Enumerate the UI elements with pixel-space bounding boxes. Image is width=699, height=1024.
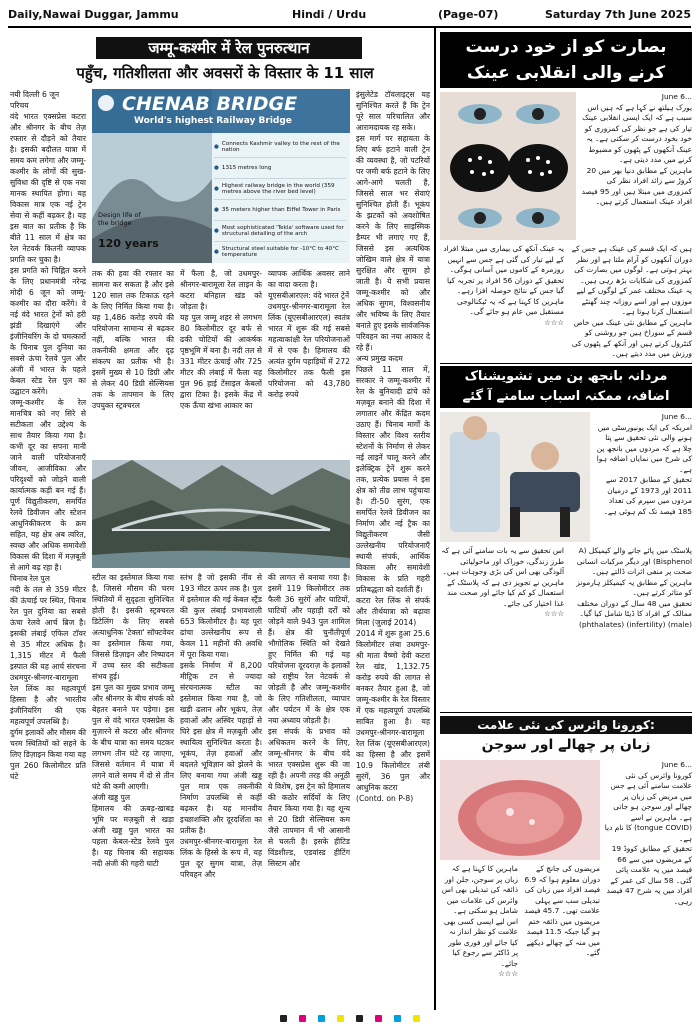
fact-list xyxy=(214,137,346,262)
headline: पहुँच, गतिशीलता और अवसरों के विस्तार के 11 साल xyxy=(76,64,374,82)
fact-item: ● Connects Kashmir valley to the rest of the nation xyxy=(214,137,346,158)
registration-mark xyxy=(280,1015,287,1022)
article-column-3: में फैला है, जो उधमपुर-श्रीनगर-बारामूला रेल लाइन के कटरा बनिहाल खंड को जोड़ता है। यह पुल जम्मू शहर से लगभग 80 किलोमीटर दूर बर्फ से ढकी चोटियों की आकर्षक पृष्ठभूमि में बना है। नदी तल से 331 मीटर ऊंचाई और 725 मीटर की लंबाई में फैला यह पुल 96 हाई टेंसाइल केबलों द्वारा टिका है। इसके केंद्र में एक ऊँचा खंभा आकार का xyxy=(180,269,262,410)
tongue-photo xyxy=(440,760,600,860)
page-number: (Page-07) xyxy=(438,8,499,21)
urdu-headline-covid: کورونا وائرس کی نئی علامت: زبان پر چھالے اور سوجن xyxy=(440,716,692,756)
tongue-art xyxy=(440,760,600,860)
urdu-divider xyxy=(440,363,692,364)
registration-mark xyxy=(337,1015,344,1022)
fact-item: ● Most sophisticated 'Tekla' software used for structural detailing of the arch xyxy=(214,221,346,242)
eyeglasses-art xyxy=(440,92,576,240)
urdu-article-3-bottom: ماہرین کا کہنا ہے کہ زبان پر سوجن، جلن اور ذائقہ کی تبدیلی بھی اس وائرس کی علامات میں شامل ہو سکتی ہے۔ اس لیے ایسی کسی بھی علامت کو نظر انداز نہ کیا جائے اور فوری طور پر ڈاکٹر سے رجوع کیا جائے۔ ☆☆☆ xyxy=(441,864,518,978)
masthead xyxy=(8,6,691,28)
issue-date: Saturday 7th June 2025 xyxy=(544,8,691,21)
urdu-article-1-right: ہیں کہ ایک قسم کی عینک ہے جس کے دوران آنکھوں کو آرام ملتا ہے اور نظر بہتر ہوتی ہے۔ لوگوں میں بصارت کی کمزوری کی شکایات بڑھ رہی ہیں۔ یہ عینک مختلف عمر کے لوگوں کے لیے موزوں ہے اور اسے روزانہ چند گھنٹے استعمال کرنا ہوتا ہے۔ ماہرین کے مطابق نئی عینک میں خاص قسم کے سوراخ ہیں جو روشنی کو کنٹرول کرتے ہیں اور آنکھ کے پٹھوں کی ورزش میں مدد دیتے ہیں۔ xyxy=(571,244,692,358)
fact-item: ● Highest railway bridge in the world (359 metres above the river bed level) xyxy=(214,179,346,200)
design-life-years: 120 years xyxy=(98,237,159,250)
urdu-article-2-left: پلاسٹک میں پائے جانے والے کیمیکل (A Bisphenol) اور دیگر مرکبات انسانی صحت پر منفی اثرات ڈالتے ہیں۔ ماہرین کے مطابق یہ کیمیکلز ہارمونز کو متاثر کرتے ہیں۔ تحقیق میں 48 سال کے دوران مختلف ممالک کے افراد کا ڈیٹا شامل کیا گیا۔ (male) (infertility) (phthalates) xyxy=(576,546,692,629)
urdu-headline-eyeglasses: بصارت کو از خود درست کرنے والی انقلابی عینک xyxy=(440,32,692,88)
infertility-art xyxy=(440,412,590,542)
section-banner xyxy=(96,37,362,59)
fact-icon: ● xyxy=(214,185,219,192)
fact-icon: ● xyxy=(214,227,219,234)
eyeglasses-photo xyxy=(440,92,576,240)
urdu-article-3-left: مریضوں کی جانچ کے دوران معلوم ہوا کہ 6.9 فیصد افراد میں زبان کی تبدیلی سب سے پہلی علامت تھی۔ 45.7 فیصد مریضوں میں ذائقہ ختم ہو گیا جبکہ 11.5 فیصد میں منہ کے چھالے دیکھے گئے۔ xyxy=(522,864,600,957)
registration-mark xyxy=(375,1015,382,1022)
article-column-1: नयी दिल्ली 6 जून परिचय वंदे भारत एक्सप्रेस कटरा और श्रीनगर के बीच तेज़ रफ्तार से दौड़ने को तैयार है। इसकी बदौलत यात्रा में समय कम लगेगा और जम्मू-कश्मीर के लोगों की सुख-सुविधा की दृष्टि से एक नया मानक स्थापित होगा। यह विकास मात्र एक नई ट्रेन सेवा से कहीं बढ़कर है। यह इस बात का प्रतीक है कि बीते 11 साल में क्षेत्र का रेल नेटवर्क कितनी व्यापक प्रगति कर चुका है। इस प्रगति को चिह्नित करने के लिए प्रधानमंत्री नरेन्द्र मोदी 6 जून को जम्मू-कश्मीर का दौरा करेंगे। वे नई वंदे भारत ट्रेनों को हरी झंडी दिखाएंगे और इंजीनियरिंग के दो चमत्कारों के चिनाब पुल दुनिया का सबसे ऊंचा रेलवे पुल और अंजी में भारत के पहले केबल स्टेड रेल पुल का उद्घाटन करेंगे। जम्मू-कश्मीर के रेल मानचित्र को नए सिरे से सटीकता और उद्देश्य के साथ तैयार किया गया है। कभी दूर का सपना मानी जाने वाली परियोजनाएँ जीवन, आजीविका और परिदृश्यों को जोड़ने वाली कार्यात्मक कड़ी बन गई हैं। पूर्ण विद्युतीकरण, समर्पित रेलवे डिवीजन और स्टेशन आधुनिकीकरण के क्रम सहित, यह क्षेत्र अब त्वरित, स्वच्छ और अधिक समावेशी विकास की दिशा में मज़बूती से आगे बढ़ रहा है। चिनाब रेल पुल नदी के तल से 359 मीटर की ऊंचाई पर स्थित, चिनाब रेल पुल दुनिया का सबसे ऊंचा रेलवे आर्च ब्रिज है। इसकी लंबाई एफिल टॉवर से 35 मीटर अधिक है। 1,315 मीटर में फैली इस्पात की यह आर्च संरचना उधमपुर-श्रीनगर-बारामूला रेल लिंक का महत्वपूर्ण हिस्सा है और भारतीय इंजीनियरिंग की एक महत्वपूर्ण उपलब्धि है। दुर्गम इलाकों और मौसम की चरम स्थितियों को सहने के लिए डिज़ाइन किया गया यह पुल 260 किलोमीटर प्रति घंटे xyxy=(10,90,87,781)
article-column-2: तक की हवा की रफ्तार का सामना कर सकता है और इसे 120 साल तक टिकाऊ रहने के लिए निर्मित किया गया है। यह 1,486 करोड़ रुपये की परियोजना सामान्य से बढ़कर नहीं, बल्कि भारत की तकनीकी क्षमता और दृढ़ संकल्प का प्रतीक भी है। इसमें मुख्य से 10 डिग्री और से लेकर 40 डिग्री सेल्सियस तक के तापमान के लिए उपयुक्त स्ट्रक्चरल xyxy=(92,269,177,410)
urdu-article-2-right: ...6 June امریکہ کی ایک یونیورسٹی میں ہونے والی نئی تحقیق سے پتا چلا ہے کہ مردوں میں بانجھ پن کی شرح میں نمایاں اضافہ ہوا ہے۔ تحقیق کے مطابق 2017 سے 2011 اور 1973 کے درمیان مردوں میں سپرم کی تعداد 185 فیصد تک کم ہوئی ہے۔ xyxy=(596,412,692,516)
infertility-photo xyxy=(440,412,590,542)
design-life-label: Design life of the bridge xyxy=(98,211,141,227)
registration-mark xyxy=(394,1015,401,1022)
fact-item: ● Structural steel suitable for -10°C to 40°C temperature xyxy=(214,245,339,258)
article-column-4: व्यापक आर्थिक अवसर लाने का वादा करता है। यूएसबीआरएल: वंदे भारत ट्रेनें उधमपुर-श्रीनगर-बारामूला रेल लिंक (यूएसबीआरएल) स्वतंत्र भारत में शुरू की गई सबसे महत्वाकांक्षी रेल परियोजनाओं में से एक है। हिमालय की अत्यंत दुर्गम पहाड़ियों में 272 किलोमीटर तक फैली इस परियोजना को 43,780 करोड़ रुपये xyxy=(268,269,350,399)
fact-icon: ● xyxy=(214,143,219,150)
infographic-subtitle: World's highest Railway Bridge xyxy=(134,116,292,126)
urdu-article-3-right: ...6 June کورونا وائرس کی نئی علامت سامنے آئی ہے جس میں مریض کی زبان پر چھالے اور سوجن ہو جاتی ہے۔ ماہرین نے اسے (tongue COVID) کا نام دیا ہے۔ تحقیق کے مطابق کووڈ 19 کے مریضوں میں سے 66 فیصد میں یہ علامت پائی گئی۔ 58 سال کی عمر کے افراد میں یہ شرح 47 فیصد رہی۔ xyxy=(604,760,692,906)
fact-item: ● 1315 metres long xyxy=(214,158,346,179)
article-column-8: की लागत से बनाया गया है। इसमें 119 किलोमीटर तक फैली 36 सुरंगें और घाटियों, घाटियों और पहाड़ी दर्रों को जोड़ने वाले 943 पुल शामिल हैं। क्षेत्र की चुनौतीपूर्ण भौगोलिक स्थिति को देखते हुए निर्मित की गई यह परियोजना दूरदराज़ के इलाकों को राष्ट्रीय रेल नेटवर्क से जोड़ती है और जम्मू-कश्मीर के लिए गतिशीलता, व्यापार और पर्यटन में के क्षेत्र एक नया अध्याय जोड़ती है। इस संपर्क के प्रभाव को अधिकतम करने के लिए, जम्मू-श्रीनगर के बीच वंदे भारत एक्सप्रेस शुरू की जा रही है। अपनी तरह की अनूठी ये विशेष, इस ट्रेन को हिमालय की कठोर सर्दियों के लिए तैयार किया गया है। यह शून्य से 20 डिग्री सेल्सियस कम जैसे तापमान में भी आसानी से चलती है। इसके हीटिड विंडशील्ड, एडवांस्ड हीटिंग सिस्टम और xyxy=(268,573,350,868)
fact-item: ● 35 meters higher than Eiffel Tower in Paris xyxy=(214,200,346,221)
fact-icon: ● xyxy=(214,164,219,171)
bridge-photo-art xyxy=(92,460,350,568)
section-divider xyxy=(434,28,436,1010)
urdu-article-1-left: یہ عینک آنکھ کی بیماری میں مبتلا افراد کے لیے تیار کی گئی ہے جس سے انہیں روزمرہ کے کاموں میں آسانی ہوگی۔ تحقیق کے دوران 56 افراد پر تجربہ کیا گیا جس کے نتائج حوصلہ افزا رہے۔ ماہرین کا کہنا ہے کہ یہ ٹیکنالوجی مستقبل میں عام ہو جائے گی۔ ☆☆☆ xyxy=(443,244,564,327)
urdu-article-1-right-top: ...6 June یورک ہیلتھ نے کہا ہے کہ ہیں اس سبب ہے کہ ایک ایسی انقلابی عینک تیار کی ہے جو نظر کی کمزوری کو خود بخود درست کر سکتی ہے۔ یہ عینک آنکھوں کے پٹھوں کو مضبوط کرنے میں مدد دیتی ہے۔ ماہرین کے مطابق دنیا بھر میں 20 کروڑ سے زائد افراد نظر کی کمزوری میں مبتلا ہیں اور 95 فیصد افراد عینک استعمال کرتے ہیں۔ xyxy=(581,92,692,206)
urdu-article-2-bottom: اس تحقیق سے یہ بات سامنے آئی ہے کہ طرز زندگی، خوراک اور ماحولیاتی آلودگی بھی اس کی بڑی وجوہات ہیں۔ ماہرین نے تجویز دی ہے کہ پلاسٹک کے استعمال کو کم کیا جائے اور صحت مند غذا اختیار کی جائے۔ ☆☆☆ xyxy=(441,546,564,618)
fact-icon: ● xyxy=(214,206,219,213)
registration-mark xyxy=(413,1015,420,1022)
article-column-7: स्तंभ है जो इसकी नींव से 193 मीटर ऊपर तक है। पुल में इस्तेमाल की गई केबल स्ट्रैंड की कुल लंबाई प्रभावशाली 653 किलोमीटर है। यह पूरा ढांचा उल्लेखनीय रूप से केवल 11 महीनों की अवधि में पूरा किया गया। इसके निर्माण में 8,200 मीट्रिक टन से ज्यादा संरचनात्मक स्टील का इस्तेमाल किया गया है, जो खड़ी ढलान और भूकंप, तेज़ हवाओं और अस्थिर पहाड़ों से घिरे इस क्षेत्र में मज़बूती और स्थायित्व सुनिश्चित करता है। भूकंप, तेज़ हवाओं और बदलते भूविज्ञान को झेलने के लिए बनाया गया अंजी खड्ड पुल मात्र एक तकनीकी निर्माण उपलब्धि से कहीं बढ़कर है। यह मानवीय इच्छाशक्ति और दूरदर्शिता का प्रतीक है। उधमपुर-श्रीनगर-बारामूला रेल लिंक के हिस्से के रूप में, यह पुल दूर सुगम यात्रा, तेज़ परिवहन और xyxy=(180,573,262,879)
section-banner-text: जम्मू-कश्मीर में रेल पुनरुत्थान xyxy=(148,39,310,57)
registration-mark xyxy=(318,1015,325,1022)
bridge-photo xyxy=(92,460,350,568)
chenab-bridge-infographic xyxy=(92,89,350,263)
paper-name: Daily,Nawai Duggar, Jammu xyxy=(8,8,179,21)
urdu-divider xyxy=(440,712,692,713)
registration-mark xyxy=(299,1015,306,1022)
urdu-headline-infertility: مردانہ بانجھ پن میں تشویشناک اضافہ، ممکنہ اسباب سامنے آ گئے xyxy=(440,366,692,408)
infographic-title: CHENAB BRIDGE xyxy=(122,93,298,115)
print-registration-marks xyxy=(0,1013,699,1022)
language-label: Hindi / Urdu xyxy=(292,8,367,21)
registration-mark xyxy=(356,1015,363,1022)
article-column-6: स्टील का इस्तेमाल किया गया है, जिससे मौसम की चरम स्थितियों में सुदृढ़ता सुनिश्चित होती है। इसकी स्ट्रक्चरल डिटेलिंग के लिए सबसे अत्याधुनिक 'टेक्ला' सॉफ्टवेयर का इस्तेमाल किया गया, जिससे डिज़ाइन और निष्पादन में उच्च स्तर की सटीकता संभव हुई। इस पुल का मुख्य प्रभाव जम्मू और श्रीनगर के बीच संपर्क को बेहतर बनाने पर पड़ेगा। इस पुल से वंदे भारत एक्सप्रेस के मुज़ारने से कटरा और श्रीनगर के बीच यात्रा का समय घटकर लगभग तीन घंटे रह जाएगा, जिससे वर्तमान में यात्रा में लगने वाले समय में दो से तीन घंटे की कमी आएगी। अंजी खड्ड पुल हिमालय की ऊबड़-खाबड़ भूमि पर मज़बूती से खड़ा अंजी खड्ड पुल भारत का पहला केबल-स्टेड रेलवे पुल है। यह चिनाब की सहायक नदी अंजी की गहरी घाटी xyxy=(92,573,174,868)
article-column-5: इंसुलेटेड टॉवलाइट्स यह सुनिश्चित करते हैं कि ट्रेन पूरे साल परिचालित और आरामदायक रह सके। इस मार्ग पर सहायता के लिए बर्फ हटाने वाली ट्रेन की व्यवस्था है, जो पटरियों पर जमी बर्फ हटाने के लिए आगे-आगे चलती है, जिससे साल भर सेवाएं सुनिश्चित होती हैं। भूकंप के झटकों को अवशोषित करने के लिए साइस्मिक डैम्पर भी लगाए गए हैं, जिससे इस अत्यधिक जोखिम वाले क्षेत्र में यात्रा सुरक्षित और सुगम हो जाती है। ये सभी प्रयास जम्मू-कश्मीर को और अधिक सुगम, विश्वसनीय और भविष्य के लिए तैयार बनाते हुए इसके सार्वजनिक परिवहन का नया आकार दे रहे हैं। अन्य प्रमुख कदम पिछले 11 साल में, सरकार ने जम्मू-कश्मीर में रेल के बुनियादी ढांचे को मज़बूत बनाने की दिशा में लगातार और केंद्रित कदम उठाए हैं। चिनाब मार्गों के विस्तार और विश्व स्तरीय स्टेशनों के निर्माण से लेकर नई लाइनें चालू करने और इलेक्ट्रिक ट्रेनें शुरू करने तक, प्रत्येक प्रयास ने इस क्षेत्र को तीव्र लाभ पहुंचाया है। टी-50 सुरंग, एक समर्पित रेलवे डिवीजन का निर्माण और नई ट्रैक का विद्युतीकरण जैसी उल्लेखनीय परियोजनाएँ स्थायी संपर्क, आर्थिक विकास और समावेशी विकास के प्रति गहरी प्रतिबद्धता को दर्शाती हैं। कटरा रेल लिंक से संपर्क और तीर्थयात्रा को बढ़ावा मिला (जुलाई 2014) 2014 में शुरू हुआ 25.6 किलोमीटर लंबा उधमपुर-श्री माता वैष्णो देवी कटरा रेल खंड, 1,132.75 करोड़ रुपये की लागत से बनकर तैयार हुआ है, जो जम्मू-कश्मीर के रेल विस्तार में एक महत्वपूर्ण उपलब्धि साबित हुआ है। यह उधमपुर-श्रीनगर-बारामूला रेल लिंक (यूएसबीआरएल) का हिस्सा है और इसमें 10.9 किलोमीटर लंबी सुरंगें, 36 पुल और आधुनिक कटरा (Contd. on P-8) xyxy=(356,90,430,803)
fact-icon: ● xyxy=(214,248,219,255)
